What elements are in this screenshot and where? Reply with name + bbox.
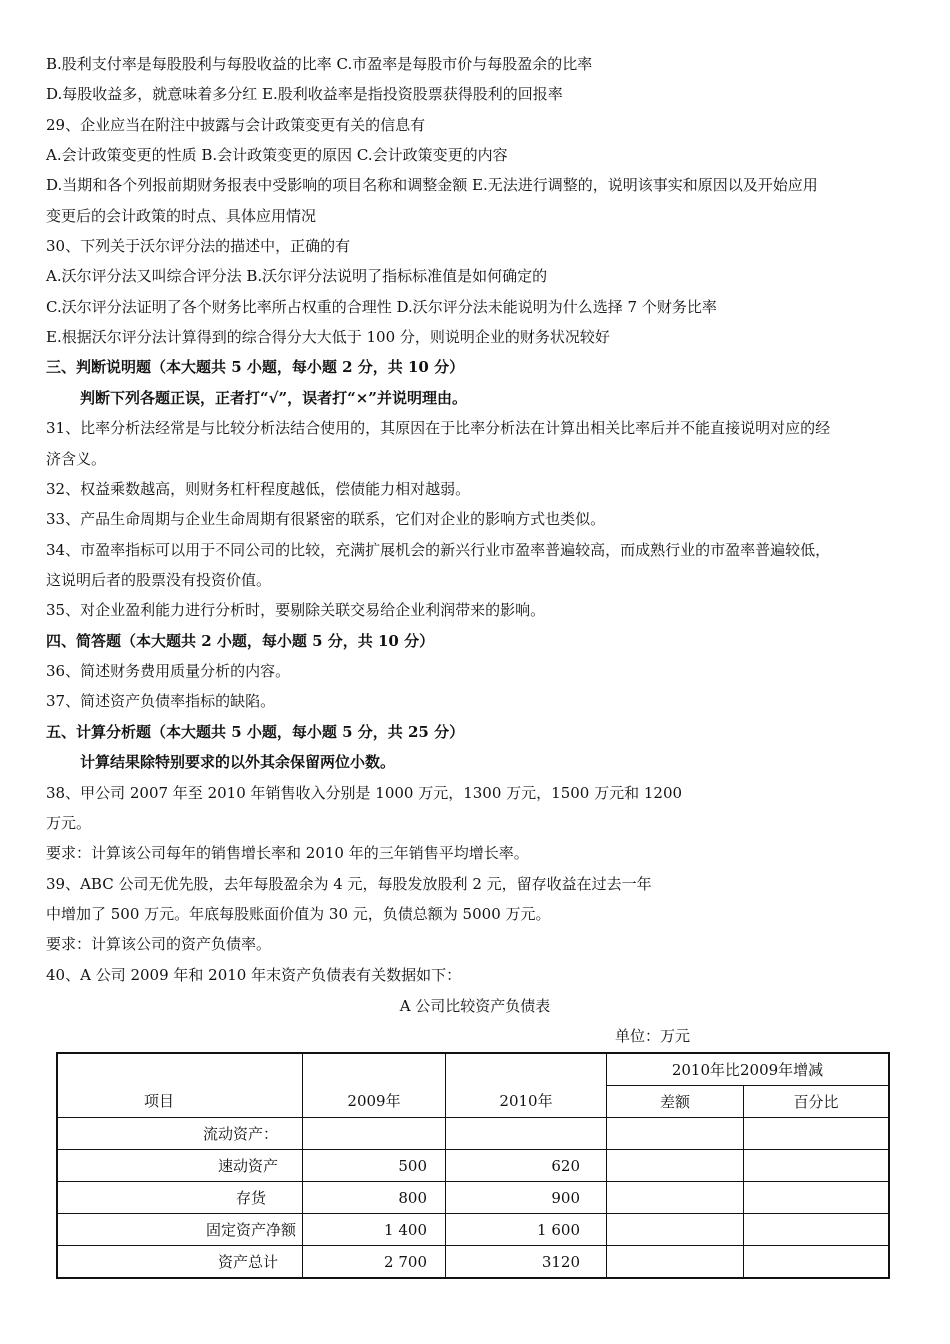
cell-2010: 1 600 — [446, 1214, 607, 1246]
text-line: D.每股收益多，就意味着多分红 E.股利收益率是指投资股票获得股利的回报率 — [46, 85, 563, 103]
question-37: 37、简述资产负债率指标的缺陷。 — [46, 692, 276, 710]
section-heading-5: 五、计算分析题（本大题共 5 小题，每小题 5 分，共 25 分） — [46, 723, 465, 741]
row-label: 流动资产： — [57, 1118, 303, 1150]
table-row — [57, 1118, 889, 1150]
text-line: C.沃尔评分法证明了各个财务比率所占权重的合理性 D.沃尔评分法未能说明为什么选择 7 个财务比率 — [46, 298, 717, 316]
header-2009: 2009年 — [303, 1053, 446, 1118]
header-change-group: 2010年比2009年增减 — [607, 1053, 890, 1086]
cell-difference — [607, 1246, 744, 1279]
cell-2009 — [303, 1118, 446, 1150]
table-row — [57, 1182, 889, 1214]
question-30: 30、下列关于沃尔评分法的描述中，正确的有 — [46, 237, 351, 255]
text-line: 济含义。 — [46, 450, 107, 468]
text-line: 这说明后者的股票没有投资价值。 — [46, 571, 272, 589]
row-label: 固定资产净额 — [57, 1214, 303, 1246]
section-heading-4: 四、简答题（本大题共 2 小题，每小题 5 分，共 10 分） — [46, 632, 435, 650]
cell-difference — [607, 1182, 744, 1214]
cell-2010: 620 — [446, 1150, 607, 1182]
table-unit: 单位：万元 — [615, 1027, 691, 1045]
cell-difference — [607, 1118, 744, 1150]
text-line: B.股利支付率是每股股利与每股收益的比率 C.市盈率是每股市价与每股盈余的比率 — [46, 55, 593, 73]
text-line: 要求：计算该公司的资产负债率。 — [46, 935, 272, 953]
table-row — [57, 1150, 889, 1182]
row-label: 速动资产 — [57, 1150, 303, 1182]
cell-difference — [607, 1150, 744, 1182]
cell-percent — [744, 1150, 890, 1182]
section-heading-3: 三、判断说明题（本大题共 5 小题，每小题 2 分，共 10 分） — [46, 358, 465, 376]
text-line: 变更后的会计政策的时点、具体应用情况 — [46, 207, 317, 225]
text-line: 万元。 — [46, 814, 92, 832]
text-line: 要求：计算该公司每年的销售增长率和 2010 年的三年销售平均增长率。 — [46, 844, 529, 862]
text-line: A.沃尔评分法又叫综合评分法 B.沃尔评分法说明了指标标准值是如何确定的 — [46, 267, 548, 285]
cell-2009: 500 — [303, 1150, 446, 1182]
question-35: 35、对企业盈利能力进行分析时，要剔除关联交易给企业利润带来的影响。 — [46, 601, 546, 619]
cell-difference — [607, 1214, 744, 1246]
cell-percent — [744, 1246, 890, 1279]
header-difference: 差额 — [607, 1086, 744, 1118]
question-40: 40、A 公司 2009 年和 2010 年末资产负债表有关数据如下： — [46, 966, 462, 984]
cell-2009: 2 700 — [303, 1246, 446, 1279]
section-instruction: 判断下列各题正误，正者打“√”，误者打“×”并说明理由。 — [80, 389, 467, 407]
question-34: 34、市盈率指标可以用于不同公司的比较，充满扩展机会的新兴行业市盈率普遍较高，而成熟行业的市盈率普遍较低， — [46, 541, 831, 559]
text-line: 中增加了 500 万元。年底每股账面价值为 30 元，负债总额为 5000 万元。 — [46, 905, 551, 923]
header-percent: 百分比 — [744, 1086, 890, 1118]
table-title: A 公司比较资产负债表 — [399, 997, 551, 1015]
cell-percent — [744, 1214, 890, 1246]
question-39: 39、ABC 公司无优先股，去年每股盈余为 4 元，每股发放股利 2 元，留存收益在过去一年 — [46, 875, 652, 893]
table-row — [57, 1246, 889, 1279]
cell-2009: 800 — [303, 1182, 446, 1214]
cell-percent — [744, 1182, 890, 1214]
question-36: 36、简述财务费用质量分析的内容。 — [46, 662, 291, 680]
header-item: 项目 — [57, 1053, 303, 1118]
row-label: 存货 — [57, 1182, 303, 1214]
cell-2010: 900 — [446, 1182, 607, 1214]
balance-sheet-table — [56, 1052, 890, 1279]
question-31: 31、比率分析法经常是与比较分析法结合使用的，其原因在于比率分析法在计算出相关比率后并不能直接说明对应的经 — [46, 419, 831, 437]
question-33: 33、产品生命周期与企业生命周期有很紧密的联系，它们对企业的影响方式也类似。 — [46, 510, 606, 528]
row-label: 资产总计 — [57, 1246, 303, 1279]
table-row — [57, 1214, 889, 1246]
cell-2010: 3120 — [446, 1246, 607, 1279]
text-line: D.当期和各个列报前期财务报表中受影响的项目名称和调整金额 E.无法进行调整的，说明该事实和原因以及开始应用 — [46, 176, 818, 194]
cell-percent — [744, 1118, 890, 1150]
question-38: 38、甲公司 2007 年至 2010 年销售收入分别是 1000 万元，1300 万元，1500 万元和 1200 — [46, 784, 683, 802]
cell-2009: 1 400 — [303, 1214, 446, 1246]
cell-2010 — [446, 1118, 607, 1150]
text-line: E.根据沃尔评分法计算得到的综合得分大大低于 100 分，则说明企业的财务状况较好 — [46, 328, 610, 346]
section-instruction: 计算结果除特别要求的以外其余保留两位小数。 — [80, 753, 396, 771]
question-32: 32、权益乘数越高，则财务杠杆程度越低，偿债能力相对越弱。 — [46, 480, 471, 498]
header-2010: 2010年 — [446, 1053, 607, 1118]
question-29: 29、企业应当在附注中披露与会计政策变更有关的信息有 — [46, 116, 426, 134]
text-line: A.会计政策变更的性质 B.会计政策变更的原因 C.会计政策变更的内容 — [46, 146, 508, 164]
